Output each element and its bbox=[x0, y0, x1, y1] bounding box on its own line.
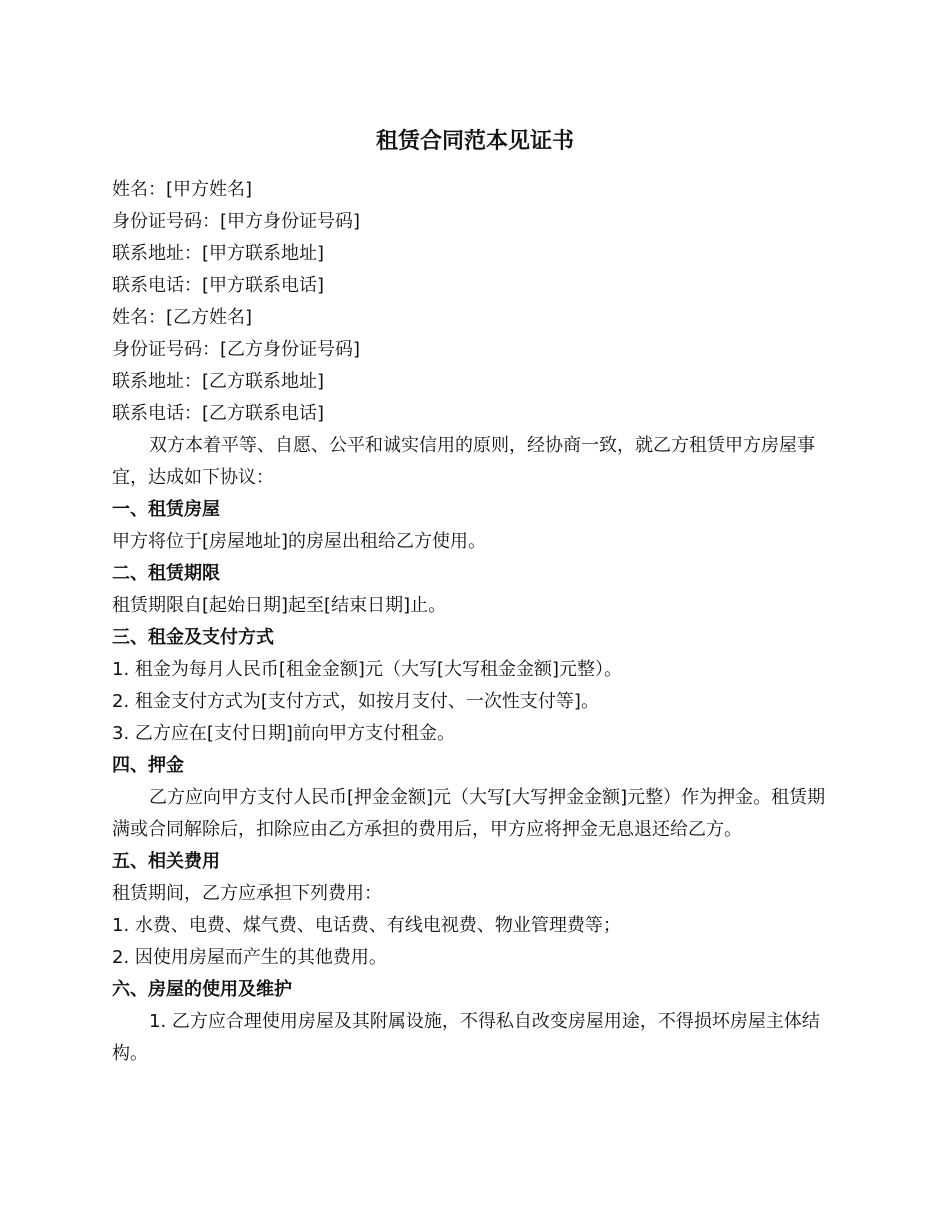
section-line: 2. 因使用房屋而产生的其他费用。 bbox=[112, 947, 387, 968]
party-b-name: 姓名：[乙方姓名] bbox=[112, 307, 253, 328]
section-heading: 六、房屋的使用及维护 bbox=[112, 979, 292, 1000]
section-line: 1. 水费、电费、煤气费、电话费、有线电视费、物业管理费等； bbox=[112, 915, 621, 936]
section-line: 3. 乙方应在[支付日期]前向甲方支付租金。 bbox=[112, 723, 455, 744]
section-heading: 三、租金及支付方式 bbox=[112, 627, 274, 648]
section-heading: 四、押金 bbox=[112, 755, 184, 776]
party-a-name: 姓名：[甲方姓名] bbox=[112, 179, 253, 200]
party-b-id: 身份证号码：[乙方身份证号码] bbox=[112, 339, 361, 360]
document-title: 租赁合同范本见证书 bbox=[375, 129, 574, 154]
section-heading: 一、租赁房屋 bbox=[112, 499, 220, 520]
section-line: 1. 租金为每月人民币[租金金额]元（大写[大写租金金额]元整）。 bbox=[112, 659, 622, 680]
section-heading: 五、相关费用 bbox=[112, 851, 220, 872]
section-line: 租赁期间，乙方应承担下列费用： bbox=[112, 883, 382, 904]
intro-paragraph: 双方本着平等、自愿、公平和诚实信用的原则，经协商一致，就乙方租赁甲方房屋事宜，达成如下协议： bbox=[112, 435, 815, 488]
section-line: 甲方将位于[房屋地址]的房屋出租给乙方使用。 bbox=[112, 531, 487, 552]
document-body bbox=[112, 174, 840, 1070]
party-a-id: 身份证号码：[甲方身份证号码] bbox=[112, 211, 361, 232]
section-paragraph: 1. 乙方应合理使用房屋及其附属设施，不得私自改变房屋用途，不得损坏房屋主体结构。 bbox=[112, 1011, 820, 1064]
party-a-phone: 联系电话：[甲方联系电话] bbox=[112, 275, 325, 296]
section-line: 租赁期限自[起始日期]起至[结束日期]止。 bbox=[112, 595, 447, 616]
party-b-phone: 联系电话：[乙方联系电话] bbox=[112, 403, 325, 424]
party-b-address: 联系地址：[乙方联系地址] bbox=[112, 371, 325, 392]
section-heading: 二、租赁期限 bbox=[112, 563, 220, 584]
section-paragraph: 乙方应向甲方支付人民币[押金金额]元（大写[大写押金金额]元整）作为押金。租赁期满或合同解除后，扣除应由乙方承担的费用后，甲方应将押金无息退还给乙方。 bbox=[112, 787, 826, 840]
party-a-address: 联系地址：[甲方联系地址] bbox=[112, 243, 325, 264]
section-line: 2. 租金支付方式为[支付方式，如按月支付、一次性支付等]。 bbox=[112, 691, 599, 712]
